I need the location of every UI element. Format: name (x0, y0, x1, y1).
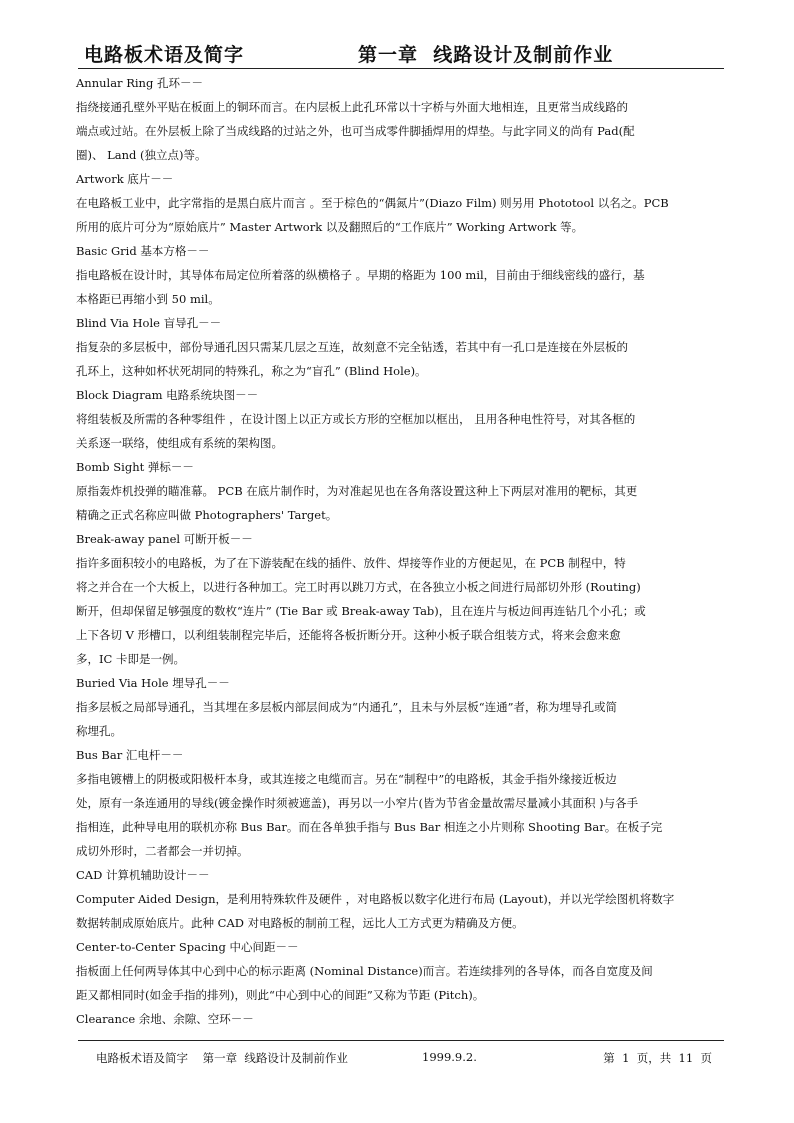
definition-line: Computer Aided Design，是利用特殊软件及硬件 ，对电路板以数字化进行布局 (Layout)，并以光学绘图机将数字 (76, 892, 675, 906)
footer-title: 电路板术语及简字 第一章 线路设计及制前作业 (96, 1051, 348, 1065)
definition-line: 所用的底片可分为“原始底片” Master Artwork 以及翻照后的“工作底片” Working Artwork 等。 (76, 220, 584, 234)
footer-divider (78, 1040, 724, 1041)
definition-line: 数据转制成原始底片。此种 CAD 对电路板的制前工程，远比人工方式更为精确及方便。 (76, 916, 524, 930)
footer-page-number: 第 1 页，共 11 页 (603, 1051, 712, 1065)
definition-line: 指电路板在设计时，其导体布局定位所着落的纵横格子 。早期的格距为 100 mil，目前由于细线密线的盛行，基 (76, 268, 645, 282)
definition-line: 断开，但却保留足够强度的数枚“连片” (Tie Bar 或 Break-away Tab)，且在连片与板边间再连钻几个小孔；或 (76, 604, 646, 618)
glossary-term: Annular Ring 孔环－－ (76, 76, 203, 90)
definition-line: 指许多面积较小的电路板，为了在下游装配在线的插件、放件、焊接等作业的方便起见，在 PCB 制程中，特 (76, 556, 626, 570)
definition-line: 距又都相同时(如金手指的排列)，则此“中心到中心的间距”又称为节距 (Pitch)。 (76, 988, 485, 1002)
glossary-term: CAD 计算机辅助设计－－ (76, 868, 210, 882)
definition-line: 孔环上，这种如杯状死胡同的特殊孔，称之为“盲孔” (Blind Hole)。 (76, 364, 427, 378)
glossary-term: Clearance 余地、余隙、空环－－ (76, 1012, 254, 1026)
definition-line: 称埋孔。 (76, 724, 122, 738)
definition-line: 在电路板工业中，此字常指的是黑白底片而言 。至于棕色的“偶氮片”(Diazo Film) 则另用 Phototool 以名之。PCB (76, 196, 669, 210)
definition-line: 多，IC 卡即是一例。 (76, 652, 185, 666)
definition-line: 成切外形时，二者都会一并切掉。 (76, 844, 249, 858)
book-title: 电路板术语及简字 (84, 44, 245, 66)
footer-date: 1999.9.2. (422, 1050, 477, 1064)
glossary-term: Buried Via Hole 埋导孔－－ (76, 676, 230, 690)
glossary-term: Center-to-Center Spacing 中心间距－－ (76, 940, 299, 954)
definition-line: 本格距已再缩小到 50 mil。 (76, 292, 220, 306)
header-divider (78, 68, 724, 69)
definition-line: 原指轰炸机投弹的瞄准幕。 PCB 在底片制作时，为对准起见也在各角落设置这种上下两层对准用的靶标，其更 (76, 484, 638, 498)
glossary-term: Bus Bar 汇电杆－－ (76, 748, 184, 762)
definition-line: 指板面上任何两导体其中心到中心的标示距离 (Nominal Distance)而言。若连续排列的各导体，而各自宽度及间 (76, 964, 653, 978)
chapter-title: 第一章 线路设计及制前作业 (358, 44, 614, 66)
glossary-body (76, 71, 726, 1031)
definition-line: 将组装板及所需的各种零组件 ，在设计图上以正方或长方形的空框加以框出， 且用各种电性符号，对其各框的 (76, 412, 636, 426)
definition-line: 上下各切 V 形槽口，以利组装制程完毕后，还能将各板折断分开。这种小板子联合组装方式，将来会愈来愈 (76, 628, 621, 642)
glossary-term: Blind Via Hole 盲导孔－－ (76, 316, 222, 330)
glossary-term: Bomb Sight 弹标－－ (76, 460, 194, 474)
definition-line: 精确之正式名称应叫做 Photographers' Target。 (76, 508, 338, 522)
definition-line: 处，原有一条连通用的导线(镀金操作时须被遮盖)，再另以一小窄片(皆为节省金量故需尽量减小其面积 )与各手 (76, 796, 639, 810)
definition-line: 多指电镀槽上的阴极或阳极杆本身，或其连接之电缆而言。另在“制程中”的电路板，其金手指外缘接近板边 (76, 772, 617, 786)
definition-line: 将之并合在一个大板上，以进行各种加工。完工时再以跳刀方式，在各独立小板之间进行局部切外形 (Routing) (76, 580, 641, 594)
definition-line: 端点或过站。在外层板上除了当成线路的过站之外，也可当成零件脚插焊用的焊垫。与此字同义的尚有 Pad(配 (76, 124, 635, 138)
definition-line: 指复杂的多层板中，部份导通孔因只需某几层之互连，故刻意不完全钻透，若其中有一孔口是连接在外层板的 (76, 340, 628, 354)
glossary-term: Block Diagram 电路系统块图－－ (76, 388, 259, 402)
definition-line: 圈)、 Land (独立点)等。 (76, 148, 207, 162)
definition-line: 指绕接通孔壁外平贴在板面上的铜环而言。在内层板上此孔环常以十字桥与外面大地相连，且更常当成线路的 (76, 100, 628, 114)
glossary-term: Artwork 底片－－ (76, 172, 174, 186)
page-header (84, 40, 724, 68)
definition-line: 指多层板之局部导通孔，当其埋在多层板内部层间成为“内通孔”，且未与外层板“连通”者，称为埋导孔或简 (76, 700, 618, 714)
glossary-term: Basic Grid 基本方格－－ (76, 244, 210, 258)
glossary-term: Break-away panel 可断开板－－ (76, 532, 253, 546)
definition-line: 指相连，此种导电用的联机亦称 Bus Bar。而在各单独手指与 Bus Bar 相连之小片则称 Shooting Bar。在板子完 (76, 820, 663, 834)
definition-line: 关系逐一联络，使组成有系统的架构图。 (76, 436, 283, 450)
